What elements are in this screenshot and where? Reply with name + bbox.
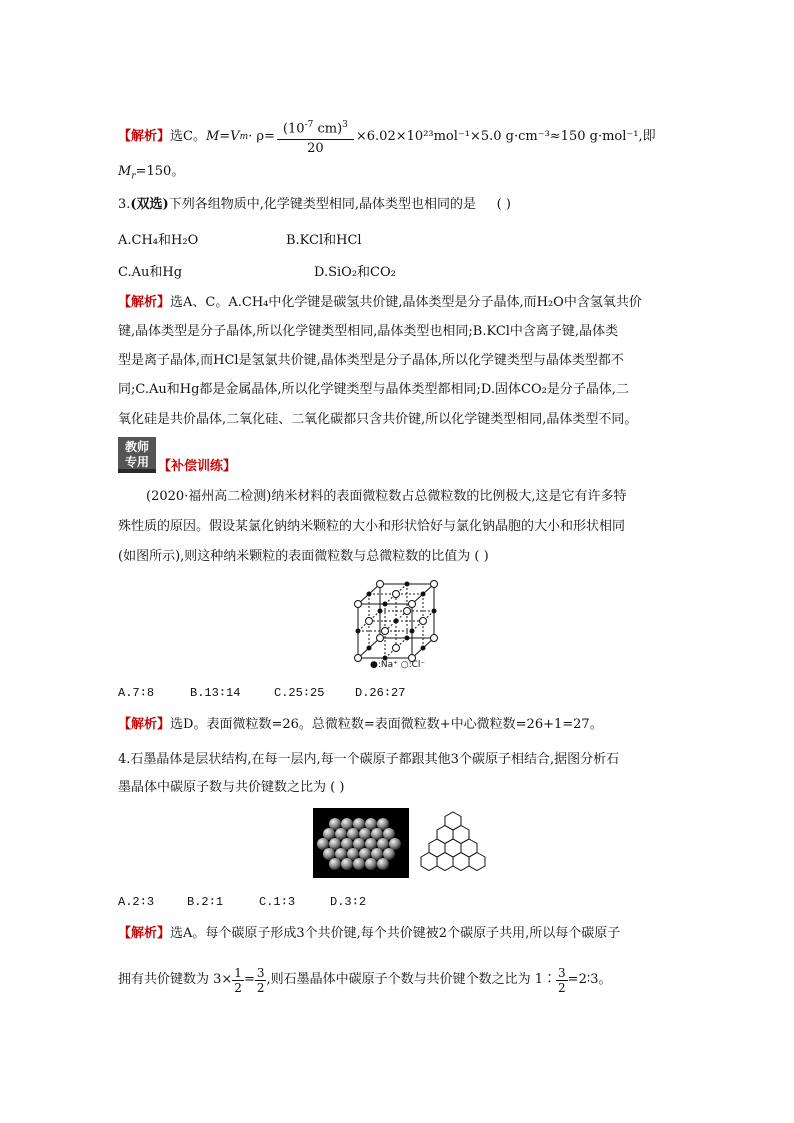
q2-fraction-numerator: ($10^{-7}$ cm)$^3$	[277, 116, 354, 139]
q4-frac-ratio: $\frac{3}{2}$	[558, 965, 566, 995]
q3-solution-line4: 同;C.Au和Hg都是金属晶体,所以化学键类型与晶体类型都相同;D.固体CO₂是分子晶体,二	[118, 382, 629, 397]
q3-tag: (双选)	[130, 197, 169, 212]
q2-solution-line	[118, 117, 656, 157]
supplement-option-d: D.26∶27	[355, 686, 406, 700]
q2-fraction-denominator: 20	[307, 140, 324, 156]
q4-option-b: B.2∶1	[187, 895, 224, 909]
q4-option-d: D.3∶2	[330, 895, 367, 909]
q2-solution-line2: $M_r=150$。	[118, 164, 185, 182]
q2-formula-tail: ×6.02×10²³mol⁻¹×5.0 g·cm⁻³≈150 g·mol⁻¹,即	[355, 129, 656, 144]
solution-tag: 【解析】	[118, 129, 171, 144]
supplement-line1: (2020·福州高二检测)纳米材料的表面微粒数占总微粒数的比例极大,这是它有许多特	[146, 489, 627, 504]
q3-option-a: A.CH₄和H₂O	[118, 233, 199, 248]
q3-option-b: B.KCl和HCl	[286, 233, 362, 248]
q4-line1: 4.石墨晶体是层状结构,在每一层内,每一个碳原子都跟其他3个碳原子相结合,据图分析石	[118, 752, 620, 767]
supplement-option-c: C.25∶25	[274, 686, 325, 700]
q4-line2: 墨晶体中碳原子数与共价键数之比为 ( )	[118, 780, 345, 795]
q4-option-a: A.2∶3	[118, 895, 155, 909]
q4-frac-three-halves: $\frac{3}{2}$	[256, 965, 265, 995]
graphite-hexagon-lattice	[418, 810, 488, 880]
q4-solution-line1: 【解析】选A。每个碳原子形成3个共价键,每个共价键被2个碳原子共用,所以每个碳原子	[118, 926, 621, 941]
q2-formula-left: M=V	[205, 129, 240, 144]
supplement-line3: (如图所示),则这种纳米颗粒的表面微粒数与总微粒数的比值为 ( )	[118, 549, 489, 564]
supplement-solution: 【解析】选D。表面微粒数=26。总微粒数=表面微粒数+中心微粒数=26+1=27。	[118, 717, 603, 732]
graphite-sphere-stack	[313, 808, 409, 878]
q4-solution-line2: 拥有共价键数为 3× $\frac{1}{2}$ = $\frac{3}{2}$ ,则石墨晶体中碳原子个数与共价键个数之比为 1∶ $\frac{3}{2}$ =2∶3。	[118, 965, 612, 995]
supplement-option-b: B.13∶14	[190, 686, 241, 700]
q4-frac-one-half: $\frac{1}{2}$	[234, 965, 242, 995]
q2-fraction	[277, 116, 354, 157]
supplement-title: 【补偿训练】	[158, 459, 237, 474]
teacher-only-badge: 教师 专用	[118, 437, 156, 473]
q3-solution-line5: 氧化硅是共价晶体,二氧化硅、二氧化碳都只含共价键,所以化学键类型相同,晶体类型不同。	[118, 412, 638, 427]
supplement-line2: 殊性质的原因。假设某氯化钠纳米颗粒的大小和形状恰好与氯化钠晶胞的大小和形状相同	[118, 519, 626, 534]
q3-stem: 3.(双选)下列各组物质中,化学键类型相同,晶体类型也相同的是 ( )	[118, 197, 511, 212]
q2-formula-sub: m	[239, 132, 249, 142]
q3-solution-line3: 型是离子晶体,而HCl是氢氯共价键,晶体类型是分子晶体,所以化学键类型与晶体类型都不	[118, 353, 624, 368]
q2-prefix: 选C。	[170, 129, 206, 144]
graphite-layer-image	[313, 808, 409, 878]
q3-solution-line2: 键,晶体类型是分子晶体,所以化学键类型相同,晶体类型也相同;B.KCl中含离子键,晶体类	[118, 324, 619, 339]
q4-option-c: C.1∶3	[259, 895, 296, 909]
q3-option-c: C.Au和Hg	[118, 265, 183, 280]
q3-option-d: D.SiO₂和CO₂	[314, 265, 396, 280]
supplement-option-a: A.7∶8	[118, 686, 155, 700]
nacl-legend: ●:Na⁺ ○:Cl⁻	[370, 660, 426, 670]
q2-formula-mid: · ρ=	[248, 129, 275, 144]
q3-solution-line1: 【解析】选A、C。A.CH₄中化学键是碳氢共价键,晶体类型是分子晶体,而H₂O中含氢氧共价	[118, 295, 642, 310]
